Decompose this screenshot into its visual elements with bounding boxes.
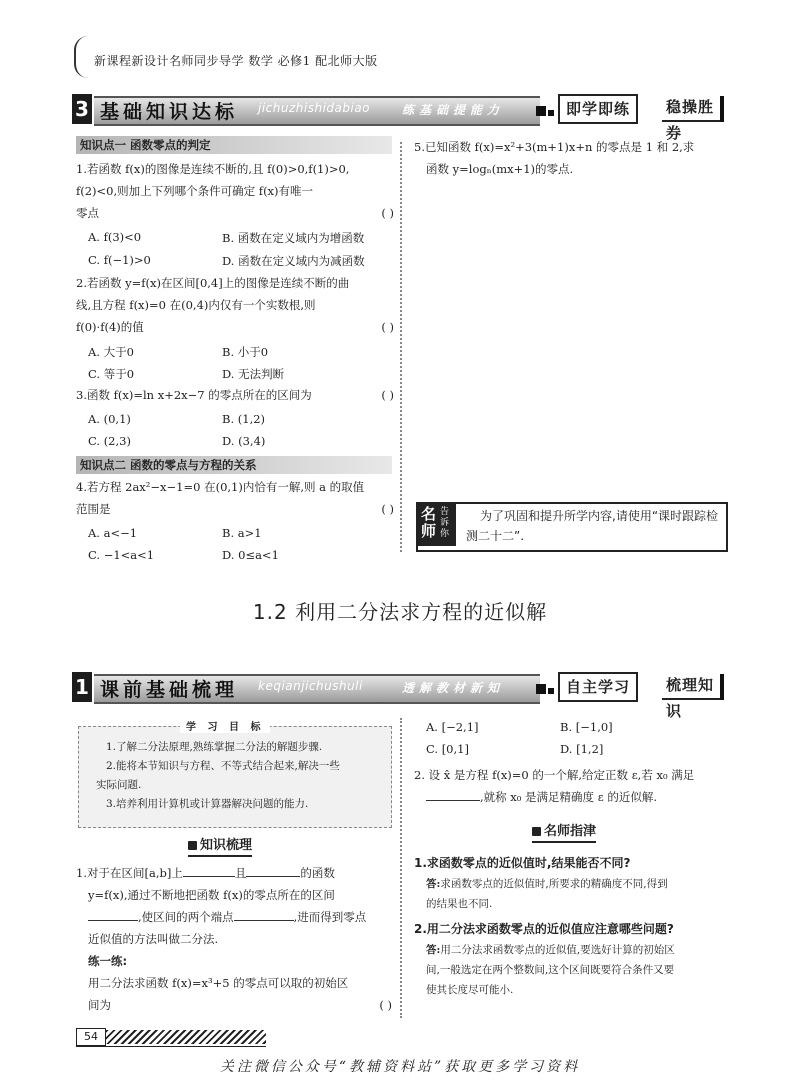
knowledge-review-content: 1.对于在区间[a,b]上 且 的函数 y=f(x),通过不断地把函数 f(x)的零点所在的区间 ,使区间的两个端点 ,进而得到零点 近似值的方法叫做二分法. 练一练: 用二分法求函数 f(x)=x³+5 的零点可以取的初始区 间为 ( ) (76, 862, 392, 1016)
banner-slogan: 透解教材新知 (402, 681, 505, 695)
option-c: C. (2,3) (88, 434, 131, 448)
option-b: B. (1,2) (222, 412, 266, 426)
goal-item: 实际问题. (96, 779, 142, 791)
banner-small-square-icon (548, 688, 554, 694)
option-d: D. 函数在定义域内为减函数 (222, 254, 365, 268)
question-5 (414, 136, 726, 180)
option-a: A. [−2,1] (426, 720, 479, 734)
option-c: C. f(−1)>0 (88, 253, 151, 267)
question-line: 1.若函数 f(x)的图像是连续不断的,且 f(0)>0,f(1)>0, (76, 162, 350, 176)
guide-question-1: 1.求函数零点的近似值时,结果能否不同? (414, 856, 631, 870)
fill-blank (183, 876, 235, 877)
banner-tag-2: 梳理知识 (662, 672, 724, 700)
question-line: f(2)<0,则加上下列哪个条件可确定 f(x)有唯一 (76, 184, 314, 198)
fill-blank (234, 920, 294, 921)
question-line: 范围是 (76, 502, 111, 516)
banner-number: 3 (72, 94, 92, 124)
question-line: 函数 y=logₙ(mx+1)的零点. (426, 162, 574, 176)
banner-end-bar (720, 96, 724, 122)
option-a: A. f(3)<0 (88, 230, 142, 244)
option-c: C. 等于0 (88, 367, 135, 381)
option-a: A. 大于0 (88, 345, 134, 359)
learning-goals-list (96, 738, 386, 814)
fill-blank (426, 800, 480, 801)
banner-small-square-icon (548, 110, 554, 116)
banner-title: 课前基础梳理 (100, 679, 239, 701)
option-d: D. 无法判断 (222, 367, 285, 381)
question-2 (76, 272, 394, 338)
question-line: f(0)·f(4)的值 (76, 320, 144, 334)
option-c: C. [0,1] (426, 742, 469, 756)
fill-blank (246, 876, 300, 877)
section-banner-basic (72, 94, 724, 142)
question-1 (76, 158, 394, 224)
option-d: D. (3,4) (222, 434, 266, 448)
goal-item: 3.培养利用计算机或计算器解决问题的能力. (106, 798, 309, 810)
section-banner-preview (72, 672, 724, 720)
banner-title: 基础知识达标 (100, 101, 239, 123)
knowledge-point-1: 知识点一 函数零点的判定 (76, 136, 392, 154)
fill-question-2: 2. 设 x̂ 是方程 f(x)=0 的一个解,给定正数 ε,若 x₀ 满足 ,就称 x₀ 是满足精确度 ε 的近似解. (414, 768, 695, 804)
answer-paren: ( ) (381, 206, 394, 220)
banner-tag-1: 即学即练 (558, 94, 638, 124)
question-line: 零点 (76, 206, 99, 220)
guide-question-2: 2.用二分法求函数零点的近似值应注意哪些问题? (414, 922, 674, 936)
teacher-guide-content: 1.求函数零点的近似值时,结果能否不同? 答:求函数零点的近似值时,所要求的精确度不同,得到 的结果也不同. 2.用二分法求函数零点的近似值应注意哪些问题? 答:用二分法求函数零点的近似值,要选好计算的初始区 间,一般选定在两个整数间,这个区间既要符合条件又要 使其长度尽可能小. (414, 852, 728, 1000)
option-a: A. (0,1) (88, 412, 131, 426)
question-line: 2.若函数 y=f(x)在区间[0,4]上的图像是连续不断的曲 (76, 276, 350, 290)
page-number-underline (76, 1046, 266, 1047)
question-3 (76, 384, 394, 406)
option-c: C. −1<a<1 (88, 548, 155, 562)
banner-pinyin: keqianjichushuli (258, 679, 363, 693)
section-title: 1.2 利用二分法求方程的近似解 (252, 600, 548, 624)
question-line: 线,且方程 f(x)=0 在(0,4)内仅有一个实数根,则 (76, 298, 316, 312)
question-4 (76, 476, 394, 520)
section-marker-icon (188, 841, 197, 850)
option-b: B. [−1,0] (560, 720, 613, 734)
goal-item: 2.能将本节知识与方程、不等式结合起来,解决一些 (106, 760, 340, 772)
banner-end-bar (720, 674, 724, 700)
section-marker-icon (532, 827, 541, 836)
option-b: B. 函数在定义域内为增函数 (222, 231, 365, 245)
banner-square-icon (536, 106, 546, 116)
question-line: 5.已知函数 f(x)=x²+3(m+1)x+n 的零点是 1 和 2,求 (414, 140, 695, 154)
column-divider (400, 718, 402, 1018)
learning-goals-title: 学 习 目 标 (180, 718, 270, 733)
banner-pinyin: jichuzhishidabiao (258, 101, 371, 115)
footer-notice: 关注微信公众号“教辅资料站”获取更多学习资料 (219, 1059, 581, 1075)
banner-tag-1: 自主学习 (558, 672, 638, 702)
answer-paren: ( ) (381, 388, 394, 402)
answer-paren: ( ) (381, 320, 394, 334)
banner-number: 1 (72, 672, 92, 702)
tip-logo-big: 名师 (421, 505, 437, 540)
option-d: D. 0≤a<1 (222, 548, 279, 562)
answer-paren: ( ) (379, 998, 392, 1012)
option-a: A. a<−1 (88, 526, 138, 540)
banner-tag-2: 稳操胜券 (662, 94, 724, 122)
page-number: 54 (76, 1028, 106, 1046)
column-divider (400, 142, 402, 552)
banner-slogan: 练基础提能力 (402, 103, 505, 117)
tip-logo-small: 告诉你 (440, 507, 450, 539)
option-d: D. [1,2] (560, 742, 604, 756)
goal-item: 1.了解二分法原理,熟练掌握二分法的解题步骤. (106, 741, 323, 753)
question-line: 4.若方程 2ax²−x−1=0 在(0,1)内恰有一解,则 a 的取值 (76, 480, 365, 494)
fill-blank (88, 920, 138, 921)
header-curve (74, 36, 92, 78)
teacher-guide-heading: 名师指津 (532, 820, 596, 843)
page-number-hatch (106, 1030, 266, 1044)
teacher-tip-logo (418, 504, 456, 546)
knowledge-review-heading: 知识梳理 (188, 834, 252, 857)
question-line: 3.函数 f(x)=ln x+2x−7 的零点所在的区间为 (76, 388, 312, 402)
teacher-tip-text: 为了巩固和提升所学内容,请使用“课时跟踪检测二十二”. (466, 509, 719, 543)
answer-paren: ( ) (381, 502, 394, 516)
practice-label: 练一练: (88, 954, 128, 968)
banner-square-icon (536, 684, 546, 694)
option-b: B. 小于0 (222, 345, 269, 359)
option-b: B. a>1 (222, 526, 262, 540)
running-header: 新课程新设计名师同步导学 数学 必修1 配北师大版 (94, 54, 378, 68)
knowledge-point-2: 知识点二 函数的零点与方程的关系 (76, 456, 392, 474)
